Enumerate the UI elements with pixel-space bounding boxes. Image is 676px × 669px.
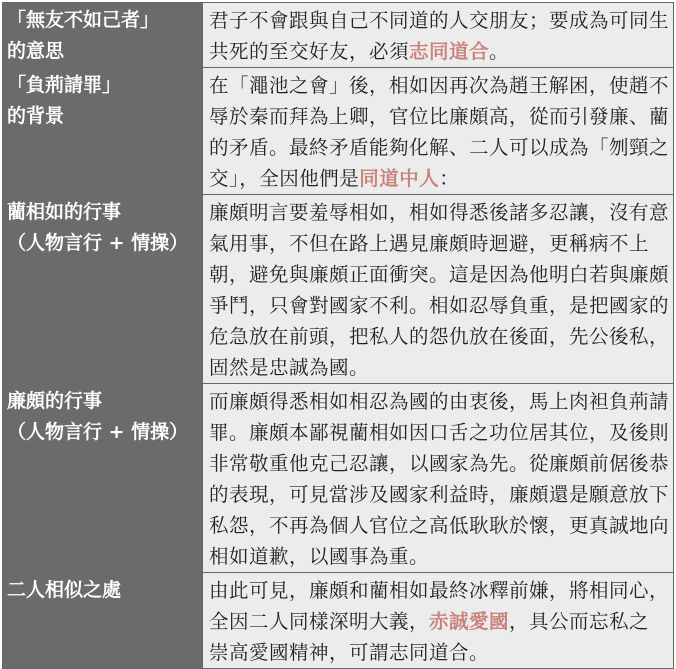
row-content — [203, 3, 673, 67]
table-row — [3, 384, 674, 573]
table-row — [3, 195, 674, 384]
text-segment: 在「澠池之會」後，相如因再次為趙王解困，使趙不辱於秦而拜為上卿，官位比廉頗高，從而引發廉、藺的矛盾。最終矛盾能夠化解、二人可以成為「刎頸之交」，全因他們是 — [209, 74, 670, 190]
row-label-cell — [3, 195, 203, 384]
row-label: 「無友不如己者」 的意思 — [7, 9, 160, 62]
table-row — [3, 68, 674, 195]
row-content — [203, 195, 673, 383]
text-segment: ，具公而忘私之崇高愛國精神，可謂志同道合。 — [209, 610, 650, 664]
row-content — [203, 68, 673, 194]
row-label: 藺相如的行事 （人物言行 + 情操） — [7, 201, 189, 254]
row-content-cell — [203, 573, 674, 669]
row-label: 廉頗的行事 （人物言行 + 情操） — [7, 390, 189, 443]
table-row — [3, 573, 674, 669]
highlight-term: 同道中人 — [359, 167, 440, 190]
text-segment: 。 — [489, 40, 510, 63]
row-content-cell — [203, 3, 674, 68]
row-label: 二人相似之處 — [7, 579, 122, 601]
text-segment: 君子不會跟與自己不同道的人交朋友；要成為可同生共死的至交好友，必須 — [209, 9, 670, 63]
table-row — [3, 3, 674, 68]
text-segment: ： — [439, 167, 460, 190]
row-label-cell — [3, 3, 203, 68]
row-label-cell — [3, 68, 203, 195]
row-content-cell — [203, 195, 674, 384]
row-label: 「負荊請罪」 的背景 — [7, 74, 122, 127]
row-content-cell — [203, 68, 674, 195]
row-content-cell — [203, 384, 674, 573]
highlight-term: 志同道合 — [409, 40, 490, 63]
highlight-term: 赤誠愛國 — [429, 610, 510, 633]
text-segment: 由此可見，廉頗和藺相如最終冰釋前嫌，將相同心，全因二人同樣深明大義， — [209, 579, 670, 633]
row-label-cell — [3, 384, 203, 573]
row-label-cell — [3, 573, 203, 669]
comparison-table — [2, 2, 674, 669]
text-segment: 而廉頗得悉相如相忍為國的由衷後，馬上肉袒負荊請罪。廉頗本鄙視藺相如因口舌之功位居其位，及後則非常敬重他克己忍讓，以國家為先。從廉頗前倨後恭的表現，可見當涉及國家利益時，廉頗還是願意放下私怨，不再為個人官位之高低耿耿於懷，更真誠地向相如道歉，以國事為重。 — [209, 390, 670, 568]
row-content — [203, 384, 673, 572]
row-content — [203, 573, 673, 668]
text-segment: 廉頗明言要羞辱相如，相如得悉後諸多忍讓，沒有意氣用事，不但在路上遇見廉頗時迴避，更稱病不上朝，避免與廉頗正面衝突。這是因為他明白若與廉頗爭鬥，只會對國家不利。相如忍辱負重，是把國家的危急放在前頭，把私人的怨仇放在後面，先公後私，固然是忠誠為國。 — [209, 201, 670, 379]
